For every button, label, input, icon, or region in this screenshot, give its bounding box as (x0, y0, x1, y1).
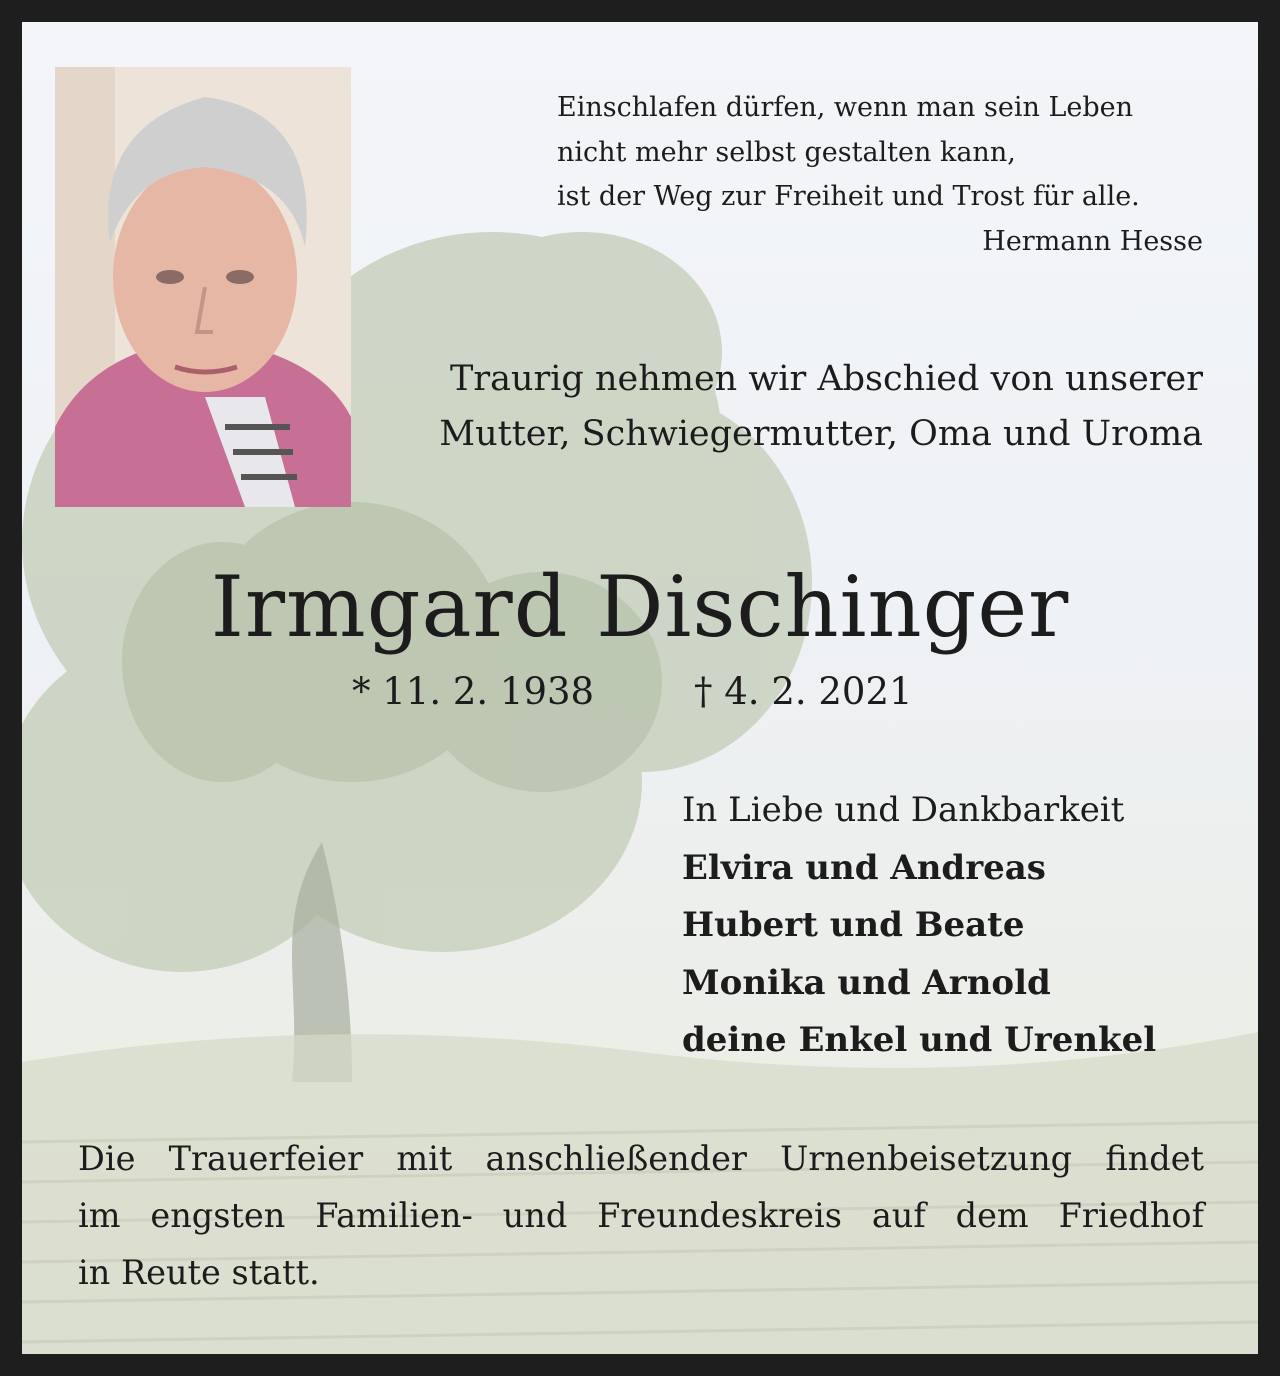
farewell-line: Traurig nehmen wir Abschied von unserer (450, 359, 1203, 399)
funeral-line: Die Trauerfeier mit anschließender Urnenbeisetzung findet (78, 1139, 1204, 1178)
quote-line: nicht mehr selbst gestalten kann, (557, 136, 1016, 168)
funeral-line: im engsten Familien- und Freundeskreis auf dem Friedhof (78, 1196, 1204, 1235)
mourner-name: Monika und Arnold (682, 962, 1051, 1003)
mourner-name: deine Enkel und Urenkel (682, 1020, 1157, 1060)
funeral-line: in Reute statt. (78, 1253, 320, 1292)
mourner-name: Elvira und Andreas (682, 847, 1046, 888)
death-date: † 4. 2. 2021 (694, 670, 913, 713)
deceased-name: Irmgard Dischinger (210, 558, 1070, 656)
farewell-text (407, 352, 1203, 462)
mourners-block (682, 782, 1242, 1070)
funeral-notice (78, 1130, 1204, 1301)
quote-line: ist der Weg zur Freiheit und Trost für alle. (557, 181, 1140, 212)
hesse-quote (557, 86, 1203, 264)
portrait-photo (55, 67, 351, 507)
birth-date: * 11. 2. 1938 (352, 670, 595, 713)
farewell-line: Mutter, Schwiegermutter, Oma und Uroma (439, 414, 1203, 454)
obituary-card (22, 22, 1258, 1354)
mourner-name: Hubert und Beate (682, 905, 1025, 945)
mourners-intro: In Liebe und Dankbarkeit (682, 790, 1125, 830)
quote-author: Hermann Hesse (982, 225, 1203, 257)
quote-line: Einschlafen dürfen, wenn man sein Leben (557, 92, 1134, 123)
